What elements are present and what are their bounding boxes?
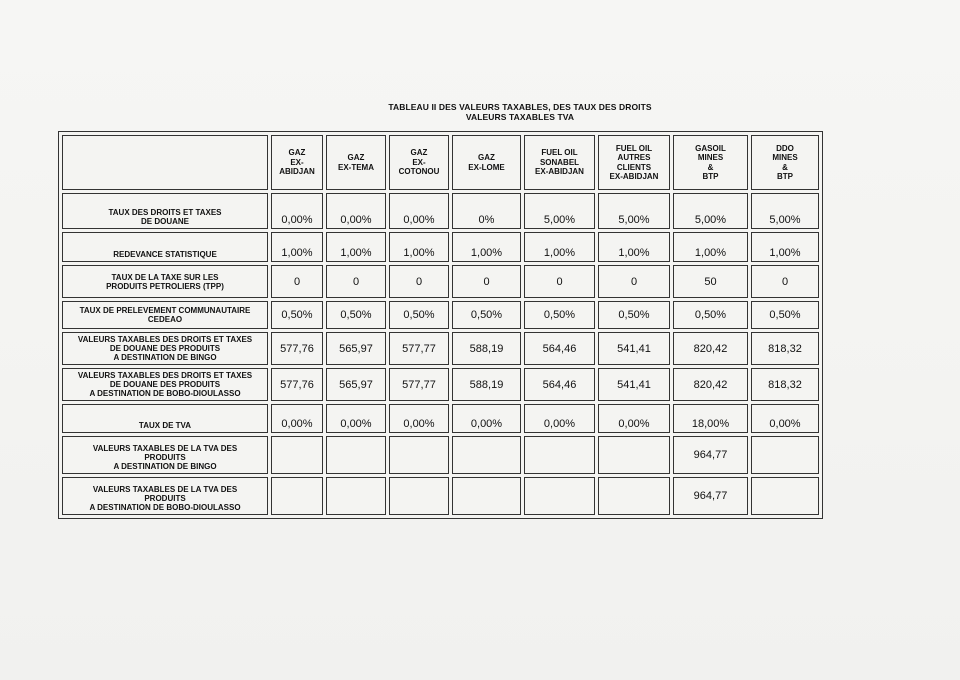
value-cell: 0 xyxy=(326,265,386,298)
column-header-line: EX-ABIDJAN xyxy=(535,167,584,177)
value-cell: 1,00% xyxy=(751,232,819,262)
value-cell: 577,76 xyxy=(271,332,323,365)
value-cell: 1,00% xyxy=(271,232,323,262)
document-title xyxy=(300,102,740,122)
value-cell xyxy=(326,436,386,474)
value-cell: 0% xyxy=(452,193,521,229)
value-cell: 0,00% xyxy=(326,404,386,433)
value-cell: 0,50% xyxy=(524,301,595,329)
value-cell: 818,32 xyxy=(751,368,819,401)
row-label-line: A DESTINATION DE BOBO-DIOULASSO xyxy=(89,503,241,512)
value-cell xyxy=(271,477,323,515)
value-cell: 0 xyxy=(598,265,670,298)
value-cell: 0,00% xyxy=(598,404,670,433)
row-label-line: TAUX DE PRELEVEMENT COMMUNAUTAIRE xyxy=(79,306,251,315)
value-cell: 0,50% xyxy=(598,301,670,329)
title-line-2: VALEURS TAXABLES TVA xyxy=(465,112,575,122)
column-header-line: BTP xyxy=(777,172,793,181)
value-cell xyxy=(389,436,449,474)
column-header xyxy=(598,135,670,190)
column-header-line: EX-TEMA xyxy=(338,162,374,172)
value-cell: 5,00% xyxy=(673,193,748,229)
row-label xyxy=(62,332,268,365)
value-cell: 0,00% xyxy=(524,404,595,433)
row-label-line: TAUX DES DROITS ET TAXES xyxy=(108,208,222,217)
value-cell: 964,77 xyxy=(673,436,748,474)
value-cell: 0 xyxy=(271,265,323,298)
column-header xyxy=(326,135,386,190)
row-label-line: VALEURS TAXABLES DES DROITS ET TAXES xyxy=(77,371,253,380)
table-row xyxy=(62,332,819,365)
row-label-line: TAUX DE LA TAXE SUR LES xyxy=(111,272,219,282)
value-cell: 1,00% xyxy=(673,232,748,262)
tax-values-table xyxy=(58,131,823,519)
value-cell: 1,00% xyxy=(524,232,595,262)
value-cell xyxy=(271,436,323,474)
column-header xyxy=(271,135,323,190)
value-cell: 18,00% xyxy=(673,404,748,433)
column-header-line: FUEL OIL xyxy=(615,143,653,153)
row-label xyxy=(62,436,268,474)
value-cell: 964,77 xyxy=(673,477,748,515)
row-label-line: PRODUITS xyxy=(144,453,186,462)
row-label xyxy=(62,232,268,262)
value-cell xyxy=(524,436,595,474)
row-label-line: A DESTINATION DE BOBO-DIOULASSO xyxy=(89,389,241,398)
value-cell: 820,42 xyxy=(673,332,748,365)
value-cell: 588,19 xyxy=(452,332,521,365)
value-cell xyxy=(524,477,595,515)
header-corner-cell xyxy=(62,135,268,190)
row-label xyxy=(62,301,268,329)
value-cell: 0,50% xyxy=(389,301,449,329)
row-label-line: TAUX DE TVA xyxy=(138,421,192,430)
row-label-line: REDEVANCE STATISTIQUE xyxy=(113,250,217,259)
value-cell: 565,97 xyxy=(326,368,386,401)
column-header-line: DDO xyxy=(776,143,794,153)
column-header-line: CLIENTS xyxy=(616,162,652,172)
table-row xyxy=(62,436,819,474)
row-label xyxy=(62,404,268,433)
table-row xyxy=(62,193,819,229)
title-line-1: TABLEAU II DES VALEURS TAXABLES, DES TAUX DES DROITS xyxy=(388,102,652,112)
table-row xyxy=(62,301,819,329)
value-cell: 0,50% xyxy=(271,301,323,329)
value-cell: 564,46 xyxy=(524,332,595,365)
value-cell: 1,00% xyxy=(326,232,386,262)
value-cell xyxy=(389,477,449,515)
value-cell: 0,50% xyxy=(452,301,521,329)
column-header-line: EX- xyxy=(412,157,426,167)
value-cell: 0,50% xyxy=(673,301,748,329)
column-header-line: GAZ xyxy=(410,148,428,158)
column-header-line: & xyxy=(707,162,714,172)
value-cell: 1,00% xyxy=(598,232,670,262)
row-label xyxy=(62,368,268,401)
column-header-line: AUTRES xyxy=(617,153,651,162)
table-row xyxy=(62,477,819,515)
row-label-line: A DESTINATION DE BINGO xyxy=(113,353,217,362)
value-cell: 1,00% xyxy=(389,232,449,262)
column-header-line: BTP xyxy=(702,172,719,181)
row-label-line: VALEURS TAXABLES DE LA TVA DES xyxy=(92,444,238,453)
value-cell: 0,00% xyxy=(389,404,449,433)
row-label-line: DE DOUANE DES PRODUITS xyxy=(109,344,221,353)
value-cell xyxy=(452,477,521,515)
value-cell: 0,00% xyxy=(326,193,386,229)
table-row xyxy=(62,232,819,262)
row-label xyxy=(62,265,268,298)
column-header-line: GAZ xyxy=(347,153,365,162)
row-label-line: PRODUITS xyxy=(144,494,186,503)
value-cell xyxy=(598,477,670,515)
row-label-line: PRODUITS PETROLIERS (TPP) xyxy=(106,281,224,291)
value-cell: 5,00% xyxy=(598,193,670,229)
value-cell xyxy=(598,436,670,474)
column-header xyxy=(751,135,819,190)
column-header xyxy=(389,135,449,190)
column-header xyxy=(673,135,748,190)
value-cell: 820,42 xyxy=(673,368,748,401)
row-label-line: DE DOUANE xyxy=(140,217,189,226)
value-cell: 0,00% xyxy=(271,193,323,229)
column-header-line: EX-ABIDJAN xyxy=(609,172,659,181)
value-cell: 818,32 xyxy=(751,332,819,365)
column-header-line: GAZ xyxy=(478,153,495,162)
row-label xyxy=(62,193,268,229)
row-label xyxy=(62,477,268,515)
value-cell: 50 xyxy=(673,265,748,298)
value-cell: 541,41 xyxy=(598,368,670,401)
value-cell: 5,00% xyxy=(751,193,819,229)
column-header-line: MINES xyxy=(772,153,798,162)
value-cell: 0,00% xyxy=(389,193,449,229)
column-header xyxy=(452,135,521,190)
column-header-line: EX- xyxy=(290,157,304,167)
row-label-line: VALEURS TAXABLES DES DROITS ET TAXES xyxy=(77,335,253,344)
row-label-line: VALEURS TAXABLES DE LA TVA DES xyxy=(92,485,238,494)
value-cell: 0,50% xyxy=(326,301,386,329)
column-header-line: & xyxy=(782,162,788,172)
value-cell: 5,00% xyxy=(524,193,595,229)
value-cell: 1,00% xyxy=(452,232,521,262)
value-cell: 565,97 xyxy=(326,332,386,365)
value-cell: 0 xyxy=(751,265,819,298)
table-row xyxy=(62,368,819,401)
value-cell xyxy=(751,477,819,515)
table-row xyxy=(62,265,819,298)
column-header-line: GASOIL xyxy=(695,143,726,153)
column-header-line: ABIDJAN xyxy=(279,167,315,177)
column-header-line: EX-LOME xyxy=(468,162,505,172)
column-header-line: COTONOU xyxy=(398,167,440,177)
row-label-line: CEDEAO xyxy=(147,315,183,324)
header-row xyxy=(62,135,819,190)
column-header-line: SONABEL xyxy=(539,157,580,167)
value-cell: 564,46 xyxy=(524,368,595,401)
table-row xyxy=(62,404,819,433)
row-label-line: A DESTINATION DE BINGO xyxy=(113,462,217,471)
value-cell xyxy=(751,436,819,474)
column-header xyxy=(524,135,595,190)
column-header-line: MINES xyxy=(697,153,724,162)
value-cell: 0,00% xyxy=(452,404,521,433)
value-cell: 0 xyxy=(389,265,449,298)
value-cell xyxy=(326,477,386,515)
value-cell: 577,76 xyxy=(271,368,323,401)
value-cell: 0,00% xyxy=(271,404,323,433)
value-cell: 541,41 xyxy=(598,332,670,365)
value-cell: 577,77 xyxy=(389,332,449,365)
value-cell: 577,77 xyxy=(389,368,449,401)
value-cell xyxy=(452,436,521,474)
column-header-line: GAZ xyxy=(288,148,306,158)
value-cell: 0 xyxy=(524,265,595,298)
column-header-line: FUEL OIL xyxy=(541,148,578,158)
row-label-line: DE DOUANE DES PRODUITS xyxy=(109,380,221,389)
value-cell: 0,00% xyxy=(751,404,819,433)
value-cell: 588,19 xyxy=(452,368,521,401)
value-cell: 0,50% xyxy=(751,301,819,329)
value-cell: 0 xyxy=(452,265,521,298)
